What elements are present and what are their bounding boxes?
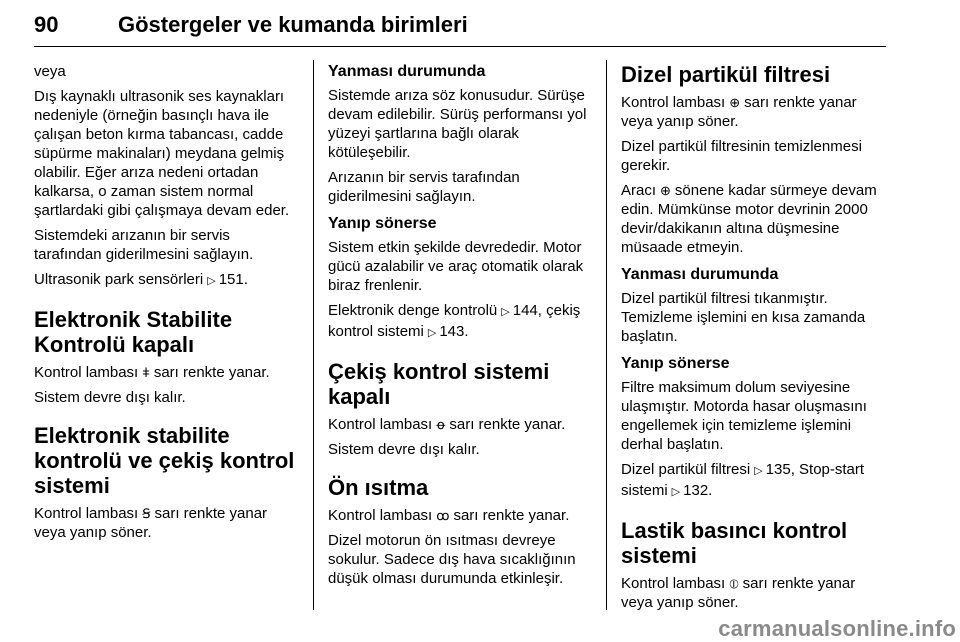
text: Kontrol lambası (328, 416, 433, 433)
paragraph (328, 506, 594, 525)
page-reference[interactable]: 151. (218, 271, 248, 288)
heading-on: Yanması durumunda (621, 266, 779, 283)
text: sarı renkte yanar. (153, 364, 270, 381)
heading-dpf: Dizel partikül filtresi (621, 62, 831, 87)
paragraph (621, 93, 889, 131)
paragraph (621, 460, 889, 502)
header-title: Göstergeler ve kumanda birimleri (118, 12, 468, 37)
text: Kontrol lambası (621, 94, 726, 111)
text: Kontrol lambası (328, 507, 433, 524)
paragraph (34, 270, 300, 291)
esc-off-icon: ǂ (142, 365, 150, 380)
paragraph (621, 574, 889, 612)
paragraph: veya (34, 63, 66, 80)
paragraph: Sistem etkin şekilde devrededir. Motor gücü azalabilir ve araç otomatik olarak biraz frenlenir. (328, 239, 584, 294)
page-reference[interactable]: 135, Stop-start sistemi (621, 461, 865, 499)
page-header (34, 8, 886, 48)
heading-tc-off: Çekiş kontrol sistemi kapalı (328, 359, 550, 409)
reference-arrow-icon: ▷ (501, 306, 510, 318)
text: Kontrol lambası (34, 364, 139, 381)
paragraph (328, 415, 594, 434)
text: Elektronik denge kontrolü (328, 302, 498, 319)
paragraph: Sistem devre dışı kalır. (34, 389, 186, 406)
paragraph: Sistemde arıza söz konusudur. Sürüşe devam edilebilir. Sürüş performansı yol yüzeyi şartlarına bağlı olarak kötüleşebilir. (328, 87, 587, 161)
paragraph: Arızanın bir servis tarafından giderilmesini sağlayın. (328, 169, 520, 205)
heading-preheat: Ön ısıtma (328, 475, 429, 500)
header-rule (34, 46, 886, 47)
column-1 (34, 62, 300, 548)
heading-esc-off: Elektronik Stabilite Kontrolü kapalı (34, 307, 233, 357)
paragraph: Dizel partikül filtresinin temizlenmesi gerekir. (621, 138, 862, 174)
esc-tc-icon: Ꞩ (142, 506, 151, 521)
tc-off-icon: ꝋ (436, 417, 446, 432)
text: Ultrasonik park sensörleri (34, 271, 204, 288)
paragraph: Dizel partikül filtresi tıkanmıştır. Temizleme işlemini en kısa zamanda başlatın. (621, 290, 866, 345)
text: sarı renkte yanar. (449, 416, 566, 433)
paragraph: Sistem devre dışı kalır. (328, 441, 480, 458)
watermark: carmanualsonline.info (718, 616, 956, 641)
heading-flash: Yanıp sönerse (621, 355, 730, 372)
page-reference[interactable]: 132. (683, 482, 713, 499)
paragraph: Dış kaynaklı ultrasonik ses kaynakları nedeniyle (örneğin basınçlı hava ile çalışan beton kırma tabancası, cadde süpürme makinaları) meydana gelmiş olabilir. Eğer arıza nedeni ortadan kalkarsa, o zaman sistem normal şartlardaki gibi çalışmaya devam eder. (34, 88, 290, 219)
reference-arrow-icon: ▷ (427, 327, 437, 339)
dpf-icon: ⊕ (729, 95, 741, 110)
text: Kontrol lambası (621, 575, 726, 592)
page-reference[interactable]: 143. (439, 323, 469, 340)
text: Dizel partikül filtresi (621, 461, 751, 478)
heading-flash: Yanıp sönerse (328, 215, 437, 232)
dpf-icon: ⊕ (660, 183, 671, 198)
tpms-icon: ⦶ (729, 576, 739, 591)
reference-arrow-icon: ▷ (207, 275, 216, 287)
reference-arrow-icon: ▷ (671, 486, 681, 498)
heading-esc-tc: Elektronik stabilite kontrolü ve çekiş kontrol sistemi (34, 423, 295, 498)
text: sarı renkte yanar. (453, 507, 570, 524)
text: Aracı (621, 182, 657, 199)
page-number: 90 (34, 12, 59, 37)
heading-on: Yanması durumunda (328, 63, 486, 80)
text: sarı renkte yanar veya yanıp söner. (621, 575, 856, 611)
paragraph (34, 504, 300, 542)
paragraph: Dizel motorun ön ısıtması devreye sokulur. Sadece dış hava sıcaklığının düşük olması durumunda etkinleşir. (328, 532, 576, 587)
paragraph: Sistemdeki arızanın bir servis tarafından giderilmesini sağlayın. (34, 227, 254, 263)
text: sarı renkte yanar veya yanıp söner. (621, 94, 857, 130)
page-reference[interactable]: 144, çekiş kontrol sistemi (328, 302, 581, 340)
reference-arrow-icon: ▷ (754, 465, 763, 477)
paragraph (328, 301, 594, 343)
column-divider (313, 60, 314, 610)
preheat-icon: ꝏ (436, 508, 450, 523)
paragraph (34, 363, 300, 382)
heading-tpms: Lastik basıncı kontrol sistemi (621, 518, 848, 568)
text: sönene kadar sürmeye devam edin. Mümkünse motor devrinin 2000 devir/dakikanın altına düşmesine müsaade etmeyin. (621, 182, 877, 256)
paragraph: Filtre maksimum dolum seviyesine ulaşmıştır. Motorda hasar oluşmasını engellemek için temizleme işlemini derhal başlatın. (621, 379, 867, 453)
column-2 (328, 62, 594, 594)
column-3 (621, 62, 889, 618)
text: sarı renkte yanar veya yanıp söner. (34, 505, 268, 541)
paragraph (621, 181, 889, 257)
text: Kontrol lambası (34, 505, 139, 522)
column-divider (606, 60, 607, 610)
